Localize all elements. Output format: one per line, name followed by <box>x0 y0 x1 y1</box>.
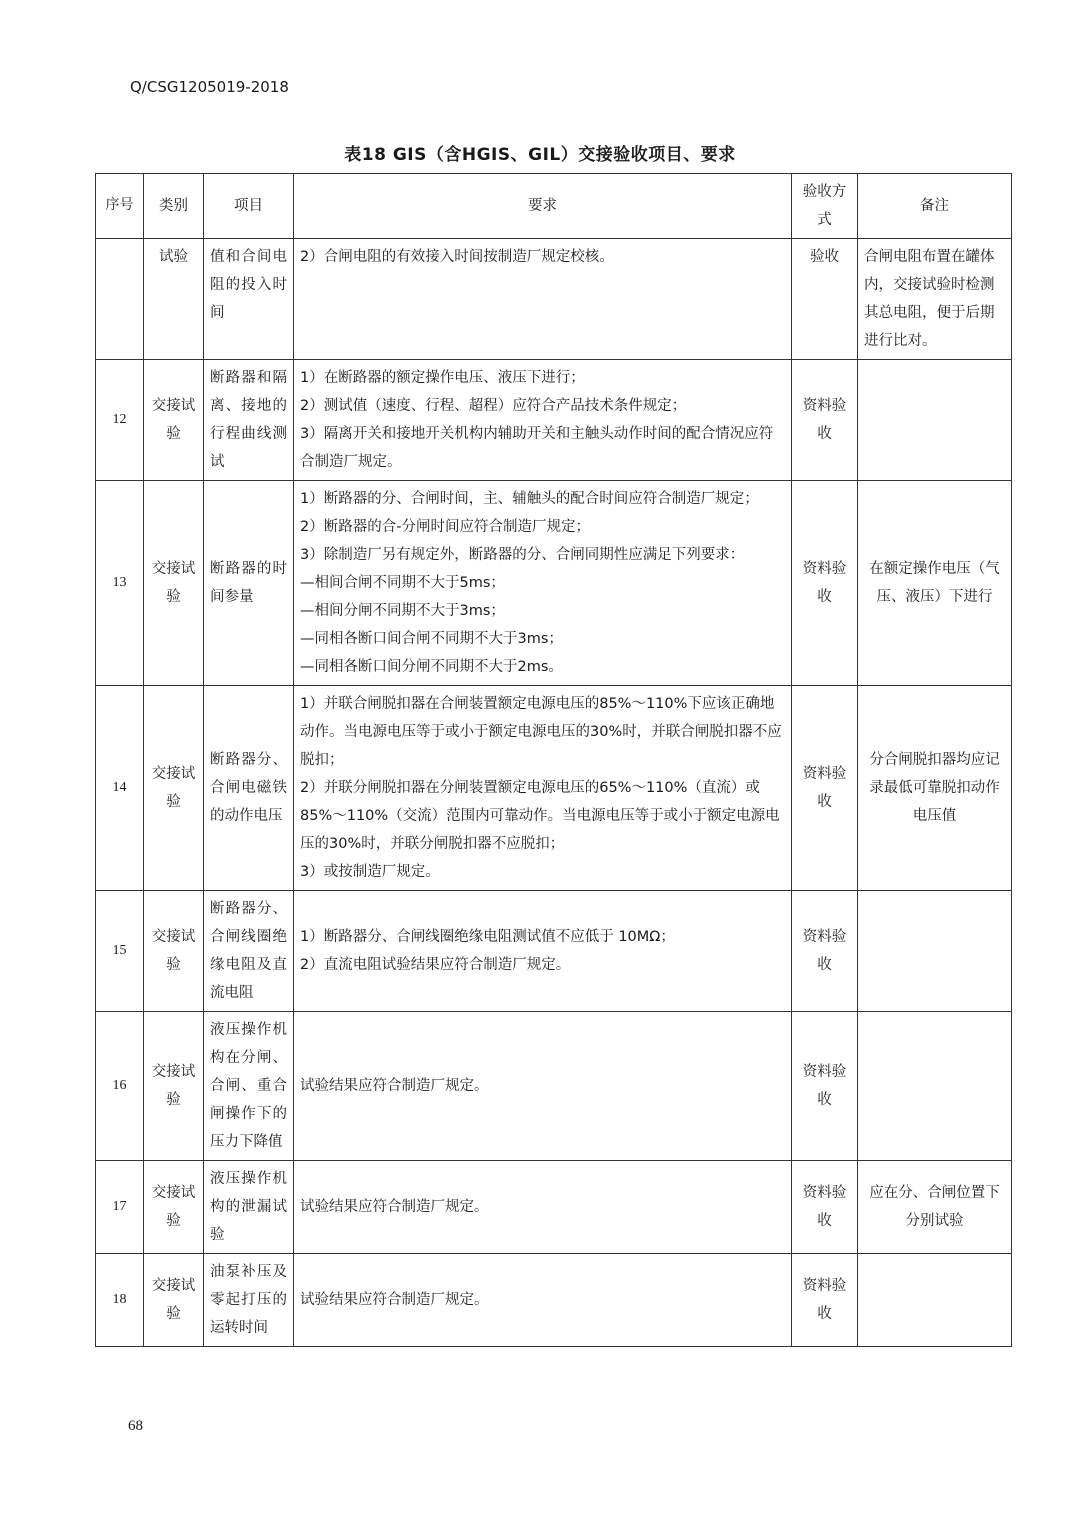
requirement-line: 1）断路器的分、合闸时间，主、辅触头的配合时间应符合制造厂规定； <box>300 491 759 507</box>
row-method: 资料验收 <box>792 1254 858 1347</box>
table-header-row <box>96 174 1012 239</box>
requirement-line: 试验结果应符合制造厂规定。 <box>300 1078 489 1094</box>
page-number: 68 <box>128 1418 143 1434</box>
requirement-line: —同相各断口间合闸不同期不大于3ms； <box>300 631 563 647</box>
row-note: 分合闸脱扣器均应记录最低可靠脱扣动作电压值 <box>858 686 1012 891</box>
table-row <box>96 891 1012 1012</box>
row-number <box>96 239 144 360</box>
row-requirements <box>294 1161 792 1254</box>
requirement-line: 试验结果应符合制造厂规定。 <box>300 1292 489 1308</box>
table-row <box>96 1254 1012 1347</box>
requirement-line: —相间分闸不同期不大于3ms； <box>300 603 505 619</box>
row-item: 断路器分、合闸电磁铁的动作电压 <box>204 686 294 891</box>
row-note <box>858 1012 1012 1161</box>
requirement-line: 3）或按制造厂规定。 <box>300 864 440 880</box>
row-category: 交接试验 <box>144 481 204 686</box>
header-item: 项目 <box>204 174 294 239</box>
requirement-line: 2）断路器的合-分闸时间应符合制造厂规定； <box>300 519 590 535</box>
row-category: 交接试验 <box>144 1012 204 1161</box>
row-item: 油泵补压及零起打压的运转时间 <box>204 1254 294 1347</box>
row-category: 交接试验 <box>144 360 204 481</box>
row-method: 验收 <box>792 239 858 360</box>
table-title: 表18 GIS（含HGIS、GIL）交接验收项目、要求 <box>344 145 736 165</box>
table-body <box>96 239 1012 1347</box>
requirement-line: 3）隔离开关和接地开关机构内辅助开关和主触头动作时间的配合情况应符合制造厂规定。 <box>300 426 774 470</box>
row-category: 试验 <box>144 239 204 360</box>
row-requirements <box>294 1254 792 1347</box>
row-category: 交接试验 <box>144 686 204 891</box>
table-row <box>96 481 1012 686</box>
table-row <box>96 360 1012 481</box>
requirement-line: 2）合闸电阻的有效接入时间按制造厂规定校核。 <box>300 249 614 265</box>
header-requirement: 要求 <box>294 174 792 239</box>
row-method: 资料验收 <box>792 891 858 1012</box>
row-number: 13 <box>96 481 144 686</box>
requirement-line: 2）测试值（速度、行程、超程）应符合产品技术条件规定； <box>300 398 687 414</box>
row-note: 应在分、合闸位置下分别试验 <box>858 1161 1012 1254</box>
row-method: 资料验收 <box>792 1012 858 1161</box>
row-requirements <box>294 1012 792 1161</box>
document-code: Q/CSG1205019-2018 <box>130 78 289 96</box>
row-item: 值和合间电阻的投入时间 <box>204 239 294 360</box>
row-item: 断路器和隔离、接地的行程曲线测试 <box>204 360 294 481</box>
requirement-line: 1）在断路器的额定操作电压、液压下进行； <box>300 370 585 386</box>
row-number: 17 <box>96 1161 144 1254</box>
row-method: 资料验收 <box>792 686 858 891</box>
row-item: 液压操作机构在分闸、合闸、重合闸操作下的压力下降值 <box>204 1012 294 1161</box>
row-item: 断路器的时间参量 <box>204 481 294 686</box>
row-number: 12 <box>96 360 144 481</box>
row-note <box>858 360 1012 481</box>
requirement-line: 3）除制造厂另有规定外，断路器的分、合闸同期性应满足下列要求： <box>300 547 745 563</box>
table-row <box>96 1012 1012 1161</box>
row-requirements <box>294 481 792 686</box>
row-number: 15 <box>96 891 144 1012</box>
header-note: 备注 <box>858 174 1012 239</box>
requirement-line: —同相各断口间分闸不同期不大于2ms。 <box>300 659 563 675</box>
requirement-line: 2）直流电阻试验结果应符合制造厂规定。 <box>300 957 571 973</box>
row-item: 断路器分、合闸线圈绝缘电阻及直流电阻 <box>204 891 294 1012</box>
row-method: 资料验收 <box>792 481 858 686</box>
requirement-line: 试验结果应符合制造厂规定。 <box>300 1199 489 1215</box>
row-item: 液压操作机构的泄漏试验 <box>204 1161 294 1254</box>
row-number: 16 <box>96 1012 144 1161</box>
row-category: 交接试验 <box>144 891 204 1012</box>
row-method: 资料验收 <box>792 360 858 481</box>
header-category: 类别 <box>144 174 204 239</box>
header-method: 验收方式 <box>792 174 858 239</box>
row-requirements <box>294 891 792 1012</box>
header-no: 序号 <box>96 174 144 239</box>
row-note <box>858 891 1012 1012</box>
row-note: 合闸电阻布置在罐体内，交接试验时检测其总电阻，便于后期进行比对。 <box>858 239 1012 360</box>
row-number: 14 <box>96 686 144 891</box>
requirement-line: 1）并联合闸脱扣器在合闸装置额定电源电压的85%～110%下应该正确地动作。当电源电压等于或小于额定电源电压的30%时，并联合闸脱扣器不应脱扣； <box>300 696 782 768</box>
row-number: 18 <box>96 1254 144 1347</box>
row-category: 交接试验 <box>144 1161 204 1254</box>
table-row <box>96 686 1012 891</box>
requirement-line: 2）并联分闸脱扣器在分闸装置额定电源电压的65%～110%（直流）或85%～110%（交流）范围内可靠动作。当电源电压等于或小于额定电源电压的30%时，并联分闸脱扣器不应脱扣； <box>300 780 780 852</box>
requirement-line: —相间合闸不同期不大于5ms； <box>300 575 505 591</box>
acceptance-table <box>95 173 1012 1347</box>
row-requirements <box>294 239 792 360</box>
row-category: 交接试验 <box>144 1254 204 1347</box>
table-row <box>96 239 1012 360</box>
table-row <box>96 1161 1012 1254</box>
row-note <box>858 1254 1012 1347</box>
row-method: 资料验收 <box>792 1161 858 1254</box>
requirement-line: 1）断路器分、合闸线圈绝缘电阻测试值不应低于 10MΩ； <box>300 929 675 945</box>
row-note: 在额定操作电压（气压、液压）下进行 <box>858 481 1012 686</box>
row-requirements <box>294 686 792 891</box>
row-requirements <box>294 360 792 481</box>
